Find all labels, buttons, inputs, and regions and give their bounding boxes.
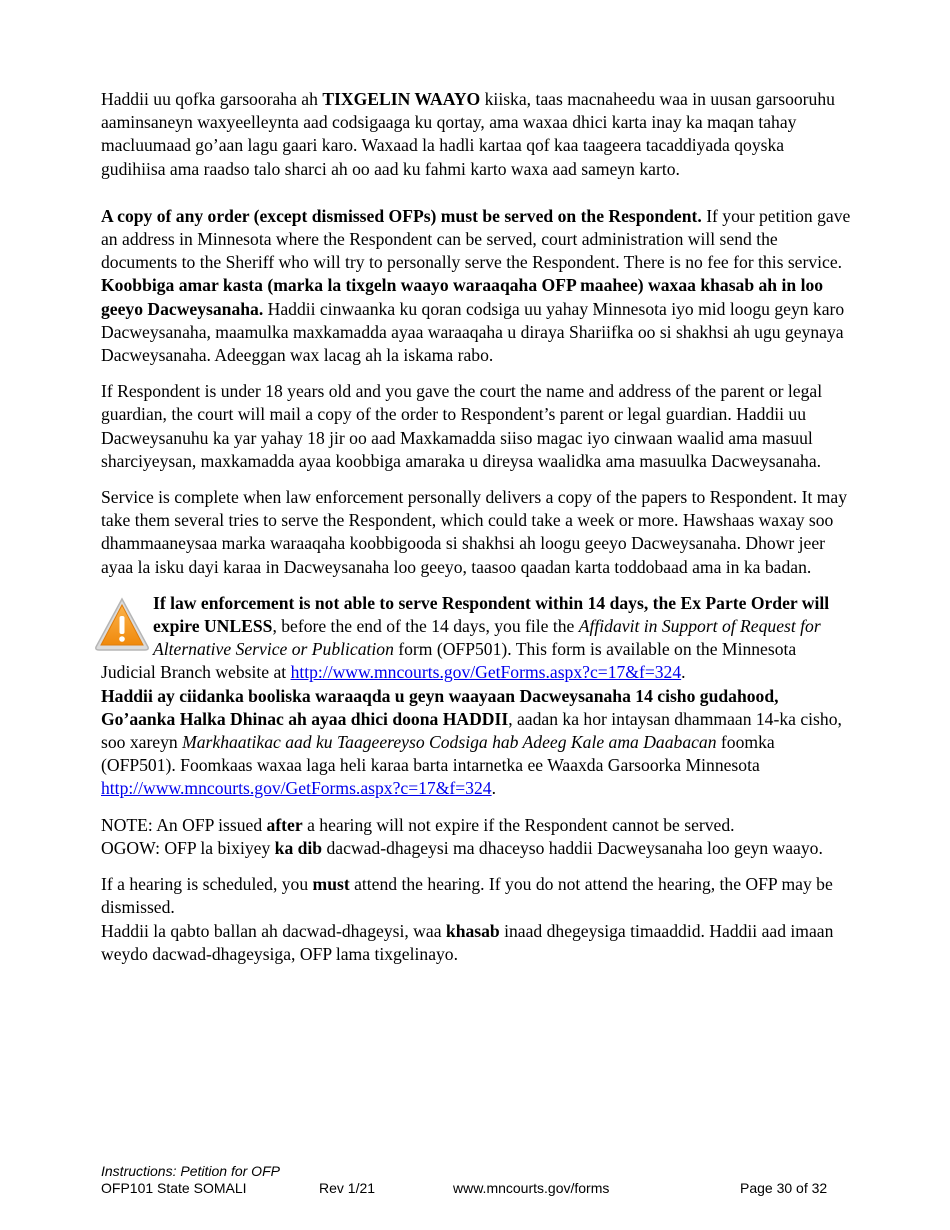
footer-page-number: Page 30 of 32 xyxy=(740,1180,828,1196)
paragraph-hearing: If a hearing is scheduled, you must attend the hearing. If you do not attend the hearing, the OFP may be dismissed. Haddii la qabto ballan ah dacwad-dhageysi, waa khasab inaad dhegeysiga timaaddid. Haddii aad imaan weydo dacwad-dhageysiga, OFP lama tixgelinayo. xyxy=(101,874,834,964)
footer-revision: Rev 1/21 xyxy=(319,1180,376,1196)
document-body xyxy=(101,88,851,966)
paragraph-note: NOTE: An OFP issued after a hearing will not expire if the Respondent cannot be served. OGOW: OFP la bixiyey ka dib dacwad-dhageysi ma dhaceyso haddii Dacweysanaha loo geyn waayo. xyxy=(101,814,823,858)
forms-link-somali[interactable]: http://www.mncourts.gov/GetForms.aspx?c=17&f=324 xyxy=(101,778,492,799)
forms-link[interactable]: http://www.mncourts.gov/GetForms.aspx?c=17&f=324 xyxy=(290,662,682,683)
warning-block xyxy=(101,592,851,801)
footer-row xyxy=(101,1180,841,1197)
page-footer xyxy=(101,1163,841,1197)
footer-title: Instructions: Petition for OFP xyxy=(101,1163,280,1179)
footer-form-id: OFP101 State SOMALI xyxy=(101,1180,247,1196)
paragraph-under-18: If Respondent is under 18 years old and you gave the court the name and address of the parent or legal guardian, the court will mail a copy of the order to Respondent’s parent or legal guardian. Haddii uu Dacweysanuhu ka yar yahay 18 jir oo aad Maxkamadda siiso magac iyo cinwaan waalid ama masuul sharciyeysan, maxkamadda ayaa koobbiga amaraka u direysa waalidka ama masuulka Dacweysanaha. xyxy=(101,381,823,471)
footer-url: www.mncourts.gov/forms xyxy=(453,1180,610,1196)
paragraph-copy-served-somali: Koobbiga amar kasta (marka la tixgeln waayo waraaqaha OFP maahee) waxaa khasab ah in loo geeyo Dacweysanaha. Haddii cinwaanka ku qoran codsiga uu yahay Minnesota iyo mid loogu geyn karo Dacweysanaha, maamulka maxkamadda ayaa waraaqaha u diraya Shariifka oo si shakhsi ah ugu geynaya Dacweysanaha. Adeeggan wax lacag ah la iskama rabo. xyxy=(101,275,845,366)
paragraph-dismissal: Haddii uu qofka garsooraha ah TIXGELIN WAAYO kiiska, taas macnaheedu waa in uusan garsooruhu aaminsaneyn waxyeelleynta aad codsigaaga ku qortay, ama waxaa dhici karta inay ka maqan tahay macluumaad go’aan lagu gaari karo. Waxaad la hadli kartaa qof kaa taageera tacaddiyada qoyska gudihiisa ama raadso talo sharci ah oo aad ku fahmi karto waxa aad sameyn karto. xyxy=(101,89,835,179)
paragraph-service-complete: Service is complete when law enforcement personally delivers a copy of the papers to Respondent. It may take them several tries to serve the Respondent, which could take a week or more. Hawshaas waxay soo dhammaaneysaa marka waraaqaha koobbigooda si shakhsi ah loogu geeyo Dacweysanaha. Dhowr jeer ayaa la isku dayi karaa in Dacweysanaha loo geeyo, taasoo qaadan karta toddobaad ama in ka badan. xyxy=(101,487,848,577)
paragraph-order-expire: If law enforcement is not able to serve Respondent within 14 days, the Ex Parte Order will expire UNLESS, before the end of the 14 days, you file the Affidavit in Support of Request for Alternative Service or Publication form (OFP501). This form is available on the Minnesota Judicial Branch website at http://www.mncourts.gov/GetForms.aspx?c=17&f=324. Haddii ay ciidanka booliska waraaqda u geyn waayaan Dacweysanaha 14 cisho gudahood, Go’aanka Halka Dhinac ah ayaa dhici doona HADDII, aadan ka hor intaysan dhammaan 14-ka cisho, soo xareyn Markhaatikac aad ku Taageereyso Codsiga hab Adeeg Kale ama Daabacan foomka (OFP501). Foomkaas waxaa laga heli karaa barta intarnetka ee Waaxda Garsoorka Minnesota http://www.mncourts.gov/GetForms.aspx?c=17&f=324. xyxy=(101,592,842,799)
warning-triangle-icon xyxy=(93,596,151,652)
paragraph-copy-served: A copy of any order (except dismissed OFPs) must be served on the Respondent. If your petition gave an address in Minnesota where the Respondent can be served, court administration will send the documents to the Sheriff who will try to personally serve the Respondent. There is no fee for this service. xyxy=(101,205,851,273)
